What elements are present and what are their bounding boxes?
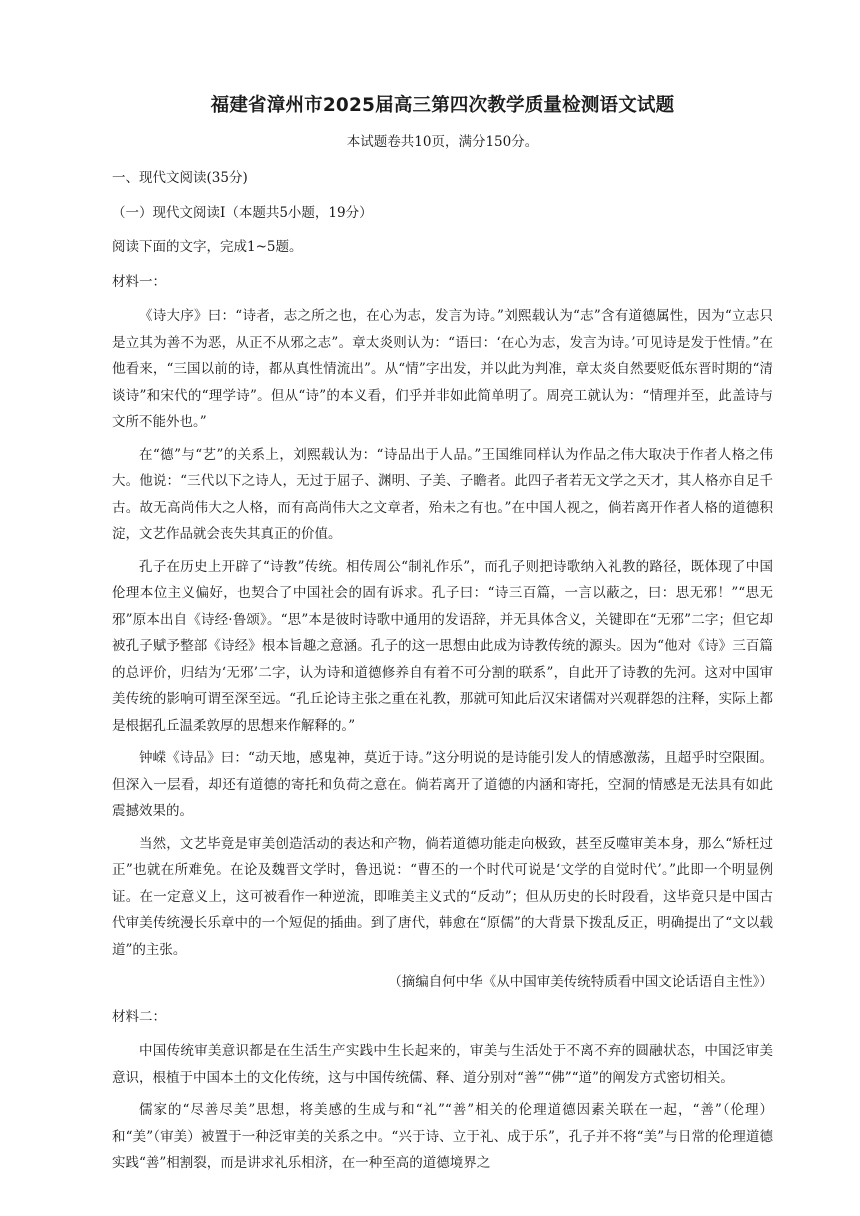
document-page — [112, 93, 773, 1183]
material-one-source: （摘编自何中华《从中国审美传统特质看中国文论话语自主性》） — [388, 974, 773, 990]
section-heading: 一、现代文阅读(35分) — [112, 170, 248, 186]
material-one-label: 材料一： — [112, 273, 166, 290]
material-two-paragraph: 中国传统审美意识都是在生活生产实践中生长起来的，审美与生活处于不离不弃的圆融状态，中国泛审美意识，根植于中国本土的文化传统，这与中国传统儒、释、道分别对“善”“佛”“道”的阐发方式密切相关。 — [112, 1043, 773, 1086]
material-one-paragraph: 孔子在历史上开辟了“诗教”传统。相传周公“制礼作乐”，而孔子则把诗歌纳入礼教的路径，既体现了中国伦理本位主义偏好，也契合了中国社会的固有诉求。孔子曰：“诗三百篇，一言以蔽之，曰：思无邪！”“思无邪”原本出自《诗经·鲁颂》。“思”本是彼时诗歌中通用的发语辞，并无具体含义，关键即在“无邪”二字；但它却被孔子赋予整部《诗经》根本旨趣之意涵。孔子的这一思想由此成为诗教传统的源头。因为“他对《诗》三百篇的总评价，归结为‘无邪’二字，认为诗和道德修养自有着不可分割的联系”，自此开了诗教的先河。这对中国审美传统的影响可谓至深至远。“孔丘论诗主张之重在礼教，那就可知此后汉宋诸儒对兴观群怨的注释，实际上都是根据孔丘温柔敦厚的思想来作解释的。” — [112, 558, 773, 734]
document-title: 福建省漳州市2025届高三第四次教学质量检测语文试题 — [210, 95, 675, 116]
material-one-paragraph: 当然，文艺毕竟是审美创造活动的表达和产物，倘若道德功能走向极致，甚至反噬审美本身，那么“矫枉过正”也就在所难免。在论及魏晋文学时，鲁迅说：“曹丕的一个时代可说是‘文学的自觉时代’。”此即一个明显例证。在一定意义上，这可被看作一种逆流，即唯美主义式的“反动”；但从历史的长时段看，这毕竟只是中国古代审美传统漫长乐章中的一个短促的插曲。到了唐代，韩愈在“原儒”的大背景下拨乱反正，明确提出了“文以载道”的主张。 — [112, 835, 773, 958]
document-subtitle: 本试题卷共10页，满分150分。 — [346, 134, 539, 150]
material-two-paragraph: 儒家的“尽善尽美”思想，将美感的生成与和“礼”“善”相关的伦理道德因素关联在一起，“善”（伦理）和“美”（审美）被置于一种泛审美的关系之中。“兴于诗、立于礼、成于乐”，孔子并不将“美”与日常的伦理道德实践“善”相割裂，而是讲求礼乐相济，在一种至高的道德境界之 — [112, 1102, 773, 1171]
reading-instruction: 阅读下面的文字，完成1~5题。 — [112, 239, 303, 255]
material-one-paragraph: 在“德”与“艺”的关系上，刘熙载认为：“诗品出于人品。”王国维同样认为作品之伟大取决于作者人格之伟大。他说：“三代以下之诗人，无过于屈子、渊明、子美、子瞻者。此四子者若无文学之天才，其人格亦自足千古。故无高尚伟大之人格，而有高尚伟大之文章者，殆未之有也。”在中国人视之，倘若离开作者人格的道德积淀，文艺作品就会丧失其真正的价值。 — [112, 446, 773, 542]
subsection-heading: （一）现代文阅读Ⅰ（本题共5小题，19分） — [112, 204, 373, 221]
material-two-label: 材料二： — [112, 1008, 166, 1025]
material-one-paragraph: 钟嵘《诗品》曰：“动天地，感鬼神，莫近于诗。”这分明说的是诗能引发人的情感激荡，且超乎时空限囿。但深入一层看，却还有道德的寄托和负荷之意在。倘若离开了道德的内涵和寄托，空洞的情感是无法具有如此震撼效果的。 — [112, 750, 773, 819]
material-one-paragraph: 《诗大序》曰：“诗者，志之所之也，在心为志，发言为诗。”刘熙载认为“志”含有道德属性，因为“立志只是立其为善不为恶，从正不从邪之志”。章太炎则认为：“语曰：‘在心为志，发言为诗。’可见诗是发于性情。”在他看来，“三国以前的诗，都从真性情流出”。从“情”字出发，并以此为判准，章太炎自然要贬低东晋时期的“清谈诗”和宋代的“理学诗”。但从“诗”的本义看，们乎并非如此简单明了。周亮工就认为：“情理并至，此盖诗与文所不能外也。” — [112, 308, 773, 430]
